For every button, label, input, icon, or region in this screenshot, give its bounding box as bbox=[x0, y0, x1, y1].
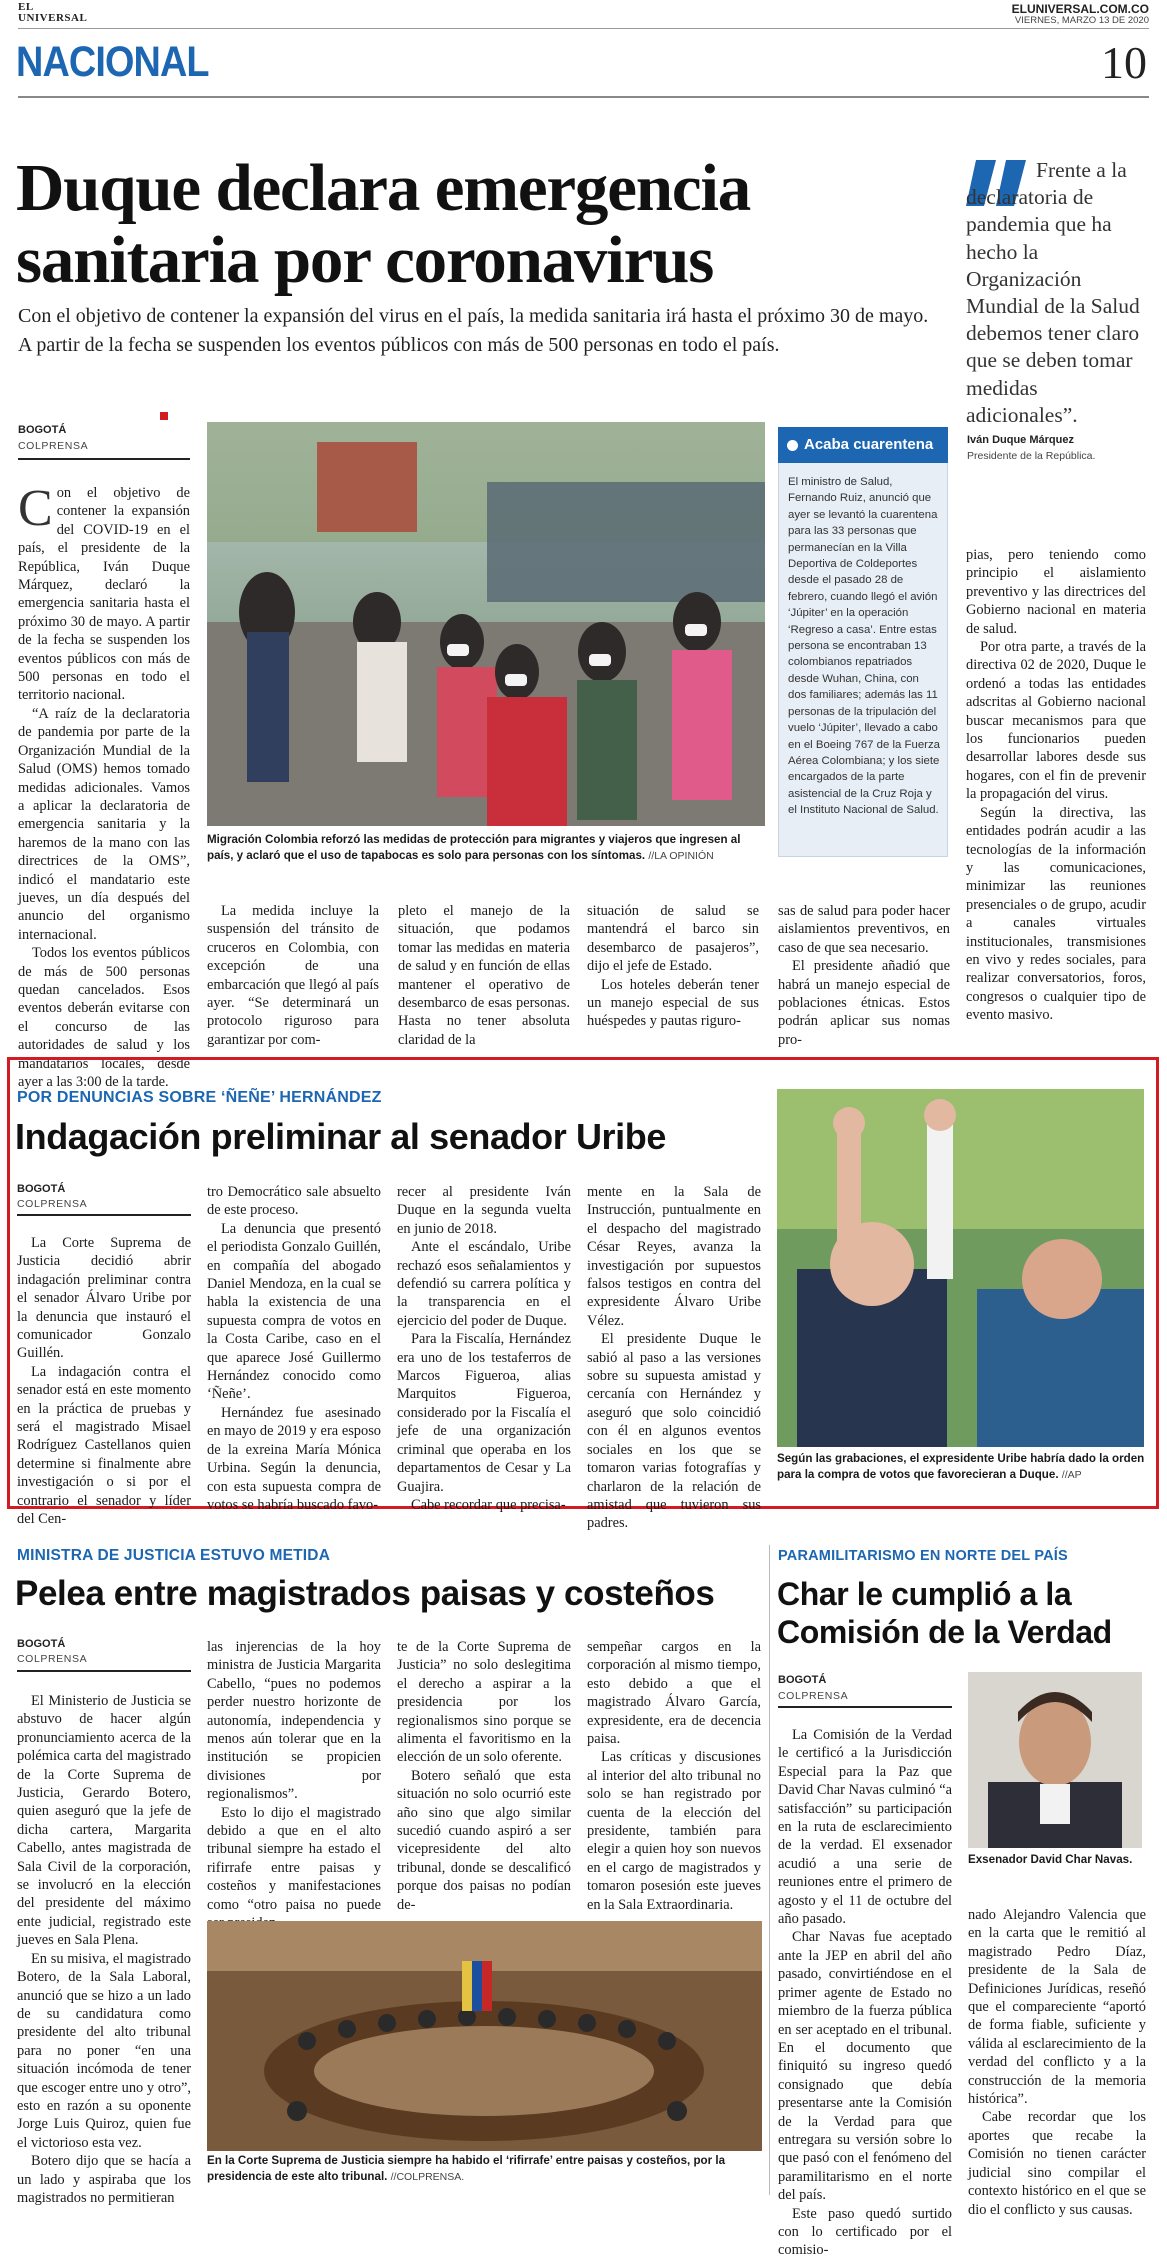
dropcap: C bbox=[18, 480, 53, 537]
quote-author-role: Presidente de la República. bbox=[967, 450, 1096, 462]
lead-paragraph: “A raíz de la declaratoria de pandemia por parte de la Organización Mundial de la Salud (OMS) hemos tomado medidas adicionales. Vamos a aplicar la declaratoria de emergencia sanitaria y la haremos de la mano con las directrices de la OMS”, indicó el mandatario este jueves, un día después del anuncio del organismo internacional. bbox=[18, 705, 190, 943]
story-paragraph: mente en la Sala de Instrucción, puntualmente en el despacho del magistrado César Reyes, avanza la investigación por supuestos falsos testigos en contra del expresidente Álvaro Uribe Vélez. bbox=[587, 1184, 761, 1329]
story-paragraph: Para la Fiscalía, Hernández era uno de los testaferros de Marcos Figueroa, alias Marquitos Figueroa, considerado por la Fiscalía el jefe de una organización criminal que operaba en los departamentos de Cesar y La Guajira. bbox=[397, 1331, 571, 1495]
caption-text: En la Corte Suprema de Justicia siempre ha habido el ‘rifirrafe’ entre paisas y costeños, por la presidencia de este alto tribunal. bbox=[207, 2154, 726, 2183]
uribe-column-1 bbox=[17, 1234, 191, 1528]
header-site-url[interactable]: ELUNIVERSAL.COM.CO bbox=[1011, 2, 1149, 16]
byline-agency: COLPRENSA bbox=[17, 1653, 88, 1665]
story-paragraph: La indagación contra el senador está en este momento en la práctica de pruebas y será el magistrado Misael Rodríguez Castellanos quien determine si finalmente abre investigación o si por el contrario el senador y líder del Cen- bbox=[17, 1363, 191, 1528]
lead-column-5 bbox=[778, 902, 950, 1048]
char-photo-caption: Exsenador David Char Navas. bbox=[968, 1853, 1133, 1866]
magistrados-photo bbox=[207, 1921, 762, 2151]
lead-paragraph: on el objetivo de contener la expansión del COVID-19 en el país, el presidente de la República, Iván Duque Márquez, declaró la emergencia sanitaria hasta el próximo 30 de mayo. A partir de la fecha se suspenden los eventos públicos con más de 500 personas en todo el territorio nacional. bbox=[18, 485, 190, 704]
story-paragraph: sempeñar cargos en la corporación al mismo tiempo, esto debido a que el magistrado Álvaro García, expresidente, era de decencia paisa. bbox=[587, 1639, 761, 1748]
photo-credit: //AP bbox=[1061, 1469, 1082, 1481]
char-column-1 bbox=[778, 1726, 952, 2259]
lead-paragraph: El presidente añadió que habrá un manejo especial de poblaciones étnicas. Estos podrán aplicar sus nomas pro- bbox=[778, 958, 950, 1048]
lead-column-2 bbox=[207, 902, 379, 1048]
lead-paragraph: Por otra parte, a través de la directiva 02 de 2020, Duque le ordenó a todas las entidades adscritas al Gobierno nacional buscar mecanismos para que los funcionarios pueden desarrollar labores desde sus hogares, con el fin de prevenir la propagación del virus. bbox=[966, 639, 1146, 803]
story-paragraph: Este paso quedó surtido con lo certificado por el comisio- bbox=[778, 2205, 952, 2259]
byline-city: BOGOTÁ bbox=[17, 1638, 66, 1650]
lead-paragraph: situación de salud se mantendrá el barco sin desembarco de pasajeros”, dijo el jefe de Estado. bbox=[587, 903, 759, 975]
uribe-photo bbox=[777, 1089, 1144, 1447]
section-title: NACIONAL bbox=[16, 38, 209, 86]
story-paragraph: tro Democrático sale absuelto de este proceso. bbox=[207, 1184, 381, 1219]
magistrados-photo-caption bbox=[207, 2153, 767, 2185]
uribe-photo-caption bbox=[777, 1451, 1147, 1483]
uribe-column-4 bbox=[587, 1183, 761, 1532]
photo-credit: //LA OPINIÓN bbox=[648, 850, 714, 862]
story-paragraph: nado Alejandro Valencia que en la carta que le remitió al magistrado Pedro Díaz, presidente de la Sala de Definiciones Jurídicas, reseñó que el compareciente “aportó de forma fiable, suficiente y válida al esclarecimiento de la verdad del conflicto y a la construcción de la memoria histórica”. bbox=[968, 1907, 1146, 2108]
byline-agency: COLPRENSA bbox=[17, 1198, 88, 1210]
lead-paragraph: Según la directiva, las entidades podrán acudir a las tecnologías de la información y las comunicaciones, minimizar las reuniones presenciales o de grupo, acudir a canales virtuales institucionales, transmisiones en vivo y redes sociales, para realizar conversatorios, foros, congresos o cualquier tipo de evento masivo. bbox=[966, 804, 1146, 1024]
page-number: 10 bbox=[1101, 37, 1147, 88]
main-headline: Duque declara emergencia sanitaria por coronavirus bbox=[16, 151, 751, 297]
story-paragraph: Cabe recordar que precisa- bbox=[411, 1496, 566, 1513]
column-divider bbox=[769, 1545, 770, 2195]
accent-square bbox=[160, 412, 168, 420]
char-kicker: PARAMILITARISMO EN NORTE DEL PAÍS bbox=[778, 1548, 1068, 1564]
lead-paragraph: pias, pero teniendo como principio el aislamiento preventivo y las directrices del Gobierno nacional en materia de salud. bbox=[966, 547, 1146, 637]
byline-city: BOGOTÁ bbox=[778, 1674, 827, 1686]
caption-text: Según las grabaciones, el expresidente Uribe habría dado la orden para la compra de votos que favorecieran a Duque. bbox=[777, 1452, 1145, 1481]
uribe-headline: Indagación preliminar al senador Uribe bbox=[15, 1116, 666, 1157]
story-paragraph: Esto lo dijo el magistrado debido a que en el alto tribunal siempre ha estado el rifirrafe entre paisas y costeños y manifestaciones como “otro paisa no puede bbox=[207, 1804, 381, 1913]
char-portrait-image bbox=[968, 1672, 1142, 1848]
byline-rule bbox=[18, 458, 190, 460]
lead-column-1 bbox=[18, 480, 190, 1090]
story-paragraph: La denuncia que presentó el periodista Gonzalo Guillén, en compañía del abogado Daniel Mendoza, en la cual se habla la existencia de una supuesta compra de votos en la Costa Caribe, caso en el que aparece José Guillermo Hernández conocido como ‘Ñeñe’. bbox=[207, 1220, 381, 1403]
header-date: VIERNES, MARZO 13 DE 2020 bbox=[1014, 15, 1149, 26]
magistrados-column-1 bbox=[17, 1692, 191, 2206]
byline-city: BOGOTÁ bbox=[18, 424, 67, 436]
story-paragraph: La Comisión de la Verdad le certificó a la Jurisdicción Especial para la Paz que David Char Navas culminó “a satisfacción” su participación en la ruta de esclarecimiento de la verdad. El exsenador acudió a una serie de reuniones entre el primero de agosto y el 11 de octubre del año pasado. bbox=[778, 1727, 952, 1928]
lead-photo-caption bbox=[207, 832, 767, 864]
lead-column-6 bbox=[966, 546, 1146, 1028]
caption-text: Migración Colombia reforzó las medidas de protección para migrantes y viajeros que ingresen al país, y aclaró que el uso de tapabocas es solo para personas con los síntomas. bbox=[207, 833, 741, 862]
story-paragraph: El presidente Duque le sabió al paso a las versiones sobre su supuesta amistad y cercanía con Hernández y aseguró que solo coincidió con él en algunos eventos sociales en los que se tomaron varias fotografías y charlaron de la relación de amistad que tuvieron sus padres. bbox=[587, 1331, 761, 1532]
byline-rule bbox=[778, 1706, 952, 1708]
story-paragraph: Char Navas fue aceptado ante la JEP en abril del año pasado, convirtiéndose en el primer agente de Estado no miembro de la fuerza pública en ser aceptado en el tribunal. En el documento que finiquitó su ingreso quedó consignado que debía presentarse ante la Comisión de la Verdad para que entregara su versión sobre lo que pasó con el fenómeno del paramilitarismo en el norte del país. bbox=[778, 1929, 952, 2204]
char-photo bbox=[968, 1672, 1142, 1848]
photo-credit: //COLPRENSA. bbox=[390, 2171, 465, 2183]
crowd-photo-image bbox=[207, 422, 765, 826]
uribe-kicker: POR DENUNCIAS SOBRE ‘ÑEÑE’ HERNÁNDEZ bbox=[17, 1089, 382, 1106]
uribe-column-2 bbox=[207, 1183, 381, 1513]
story-paragraph: Botero dijo que se hacía a un lado y aspiraba que los magistrados no permitieran bbox=[17, 2153, 191, 2206]
lead-paragraph: pleto el manejo de la situación, que podamos tomar las medidas en materia de salud y en función de ellas mantener el operativo de desembarco de esas personas. Hasta no tener absoluta claridad de la bbox=[398, 903, 570, 1048]
byline-rule bbox=[17, 1214, 191, 1216]
story-paragraph: Cabe recordar que los aportes que recabe la Comisión no tienen carácter judicial sino compilar el contexto histórico en el que se dio el conflicto y sus causas. bbox=[968, 2109, 1146, 2218]
story-paragraph: las injerencias de la hoy ministra de Justicia Margarita Cabello, “pues no podemos perder nuestro horizonte de autonomía, independencia y menos aún tolerar que en la institución se propicien divisiones por regionalismos”. bbox=[207, 1639, 381, 1803]
byline-city: BOGOTÁ bbox=[17, 1183, 66, 1195]
byline-agency: COLPRENSA bbox=[18, 440, 89, 452]
lead-paragraph: sas de salud para poder hacer aislamientos preventivos, en caso de que sea necesario. bbox=[778, 903, 950, 956]
story-paragraph: El Ministerio de Justicia se abstuvo de hacer algún pronunciamiento acerca de la polémica carta del magistrado de la Corte Suprema de Justicia, Gerardo Botero, quien aseguró que la jefe de dicha cartera, Margarita Cabello, antes magistrada de Sala Civil de la corporación, se involucró en la elección del presidente del máximo ente judicial, registrado este jueves en Sala Plena. bbox=[17, 1693, 191, 1949]
story-paragraph: Ante el escándalo, Uribe rechazó esos señalamientos y defendió su carrera política y la transparencia en el ejercicio del poder de Duque. bbox=[397, 1239, 571, 1329]
magistrados-column-3 bbox=[397, 1638, 571, 1918]
story-paragraph: En su misiva, el magistrado Botero, de la Sala Laboral, anunció que se hizo a un lado de su candidatura como presidente del alto tribunal para no poner “en una situación incómoda de tener que escoger entre uno y otro”, esto en razón a su oponente Jorge Luis Quiroz, quien fue el victorioso esta vez. bbox=[17, 1950, 191, 2151]
magistrados-column-4 bbox=[587, 1638, 761, 1918]
magistrados-kicker: MINISTRA DE JUSTICIA ESTUVO METIDA bbox=[17, 1547, 331, 1564]
lead-column-4 bbox=[587, 902, 759, 1030]
story-paragraph: Las críticas y discusiones al interior del alto tribunal no solo se han registrado por cuenta de la elección del presidente, también para elegir a quien hoy son nuevos en el cargo de magistrados y tomaron posesión este jueves en la Sala Extraordinaria. bbox=[587, 1749, 761, 1913]
masthead-logo: EL UNIVERSAL bbox=[18, 1, 88, 24]
byline-rule bbox=[17, 1670, 191, 1672]
bullet-icon bbox=[787, 440, 798, 451]
story-paragraph: recer al presidente Iván Duque en la segunda vuelta en junio de 2018. bbox=[397, 1184, 571, 1237]
court-chamber-photo-image bbox=[207, 1921, 762, 2151]
uribe-column-3 bbox=[397, 1183, 571, 1513]
lead-photo bbox=[207, 422, 765, 826]
pull-quote: Frente a la declaratoria de pandemia que ha hecho la Organización Mundial de la Salud debemos tener claro que se deben tomar medidas adicionales”. bbox=[966, 158, 1140, 427]
magistrados-headline: Pelea entre magistrados paisas y costeños bbox=[15, 1574, 715, 1613]
char-column-2 bbox=[968, 1906, 1146, 2218]
story-paragraph: Botero señaló que esta situación no solo ocurrió este año sino que algo similar sucedió cuando aspiró a ser vicepresidente del alto tribunal, donde se descalificó porque dos paisas no podían de- bbox=[397, 1767, 571, 1913]
quote-author: Iván Duque Márquez bbox=[967, 434, 1074, 446]
story-paragraph: Hernández fue asesinado en mayo de 2019 y era esposo de la exreina María Mónica Urbina. Según la denuncia, con esta supuesta compra de votos se habría buscado favo- bbox=[207, 1404, 381, 1513]
lead-paragraph: Los hoteles deberán tener un manejo especial de sus huéspedes y pautas riguro- bbox=[587, 976, 759, 1030]
lead-column-3 bbox=[398, 902, 570, 1048]
sidebar-title: Acaba cuarentena bbox=[778, 427, 948, 463]
lead-paragraph: La medida incluye la suspensión del tránsito de cruceros en Colombia, con excepción de una embarcación que llegó al país ayer. “Se determinará un protocolo riguroso para garantizar por com- bbox=[207, 903, 379, 1048]
main-deck: Con el objetivo de contener la expansión del virus en el país, la medida sanitaria irá hasta el próximo 30 de mayo. A partir de la fecha se suspenden los eventos públicos con más de 500 personas en todo el país. bbox=[18, 305, 929, 356]
sidebar-body: El ministro de Salud, Fernando Ruiz, anunció que ayer se levantó la cuarentena para las 33 personas que permanecían en la Villa Deportiva de Coldeportes desde el pasado 28 de febrero, cuando llegó el avión ‘Júpiter’ en la operación ‘Regreso a casa’. Entre estas persona se encontraban 13 colombianos repatriados desde Wuhan, China, con dos familiares; además las 11 personas de la tripulación del vuelo ‘Júpiter’, llevado a cabo en el Boeing 767 de la Fuerza Aérea Colombiana; y los siete encargados de la parte asistencial de la Cruz Roja y el Instituto Nacional de Salud. bbox=[788, 476, 940, 817]
lead-paragraph: Todos los eventos públicos de más de 500 personas quedan cancelados. Esos eventos deberán evitarse con el concurso de las autoridades de salud y los mandatarios locales, desde ayer a las 3:00 de la tarde. bbox=[18, 945, 190, 1090]
uribe-duque-photo-image bbox=[777, 1089, 1144, 1447]
header-divider bbox=[18, 28, 1149, 29]
section-divider bbox=[18, 96, 1149, 98]
byline-agency: COLPRENSA bbox=[778, 1690, 849, 1702]
magistrados-column-2 bbox=[207, 1638, 381, 1918]
story-paragraph: te de la Corte Suprema de Justicia” no solo deslegitima el derecho a aspirar a la presidencia por los regionalismos sino porque se alimenta el favoritismo en la elección de un solo oferente. bbox=[397, 1639, 571, 1766]
story-paragraph: La Corte Suprema de Justicia decidió abrir indagación preliminar contra el senador Álvaro Uribe por la denuncia que instauró el comunicador Gonzalo Guillén. bbox=[17, 1235, 191, 1362]
char-headline: Char le cumplió a la Comisión de la Verdad bbox=[777, 1576, 1112, 1650]
